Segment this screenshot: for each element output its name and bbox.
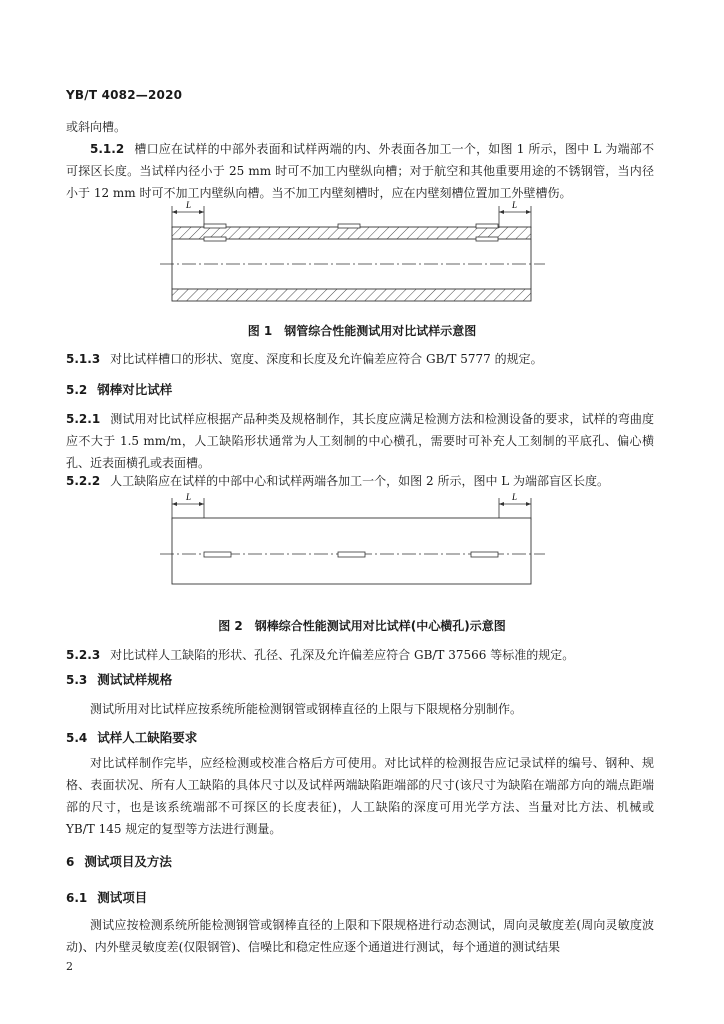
clause-number: 5.1.2 [90,142,125,156]
paragraph-text: 对比试样制作完毕，应经检测或校准合格后方可使用。对比试样的检测报告应记录试样的编号、钢种、规格、表面状况、所有人工缺陷的具体尺寸以及试样两端缺陷距端部的尺寸(该尺寸为缺陷在端部方向的端点距端部的尺寸，也是该系统端部不可探区的长度表征)，人工缺陷的深度可用光学方法、当量对比方法、机械或 YB/T 145 规定的复型等方法进行测量。 [66,756,654,836]
heading-5-4 [66,728,197,748]
l-label-right: L [512,492,518,502]
hole-middle [338,552,365,557]
notch-left-outer [204,224,226,228]
heading-6-1 [66,888,147,908]
figure-1-caption [0,322,724,339]
heading-number: 6 [66,855,75,869]
clause-number: 5.1.3 [66,352,101,366]
heading-text: 试样人工缺陷要求 [97,730,198,745]
figure-1-tube-diagram [0,200,724,320]
clause-text: 对比试样人工缺陷的形状、孔径、孔深及允许偏差应符合 GB/T 37566 等标准的规定。 [110,648,575,662]
paragraph-5-2-3 [66,644,654,666]
hole-right [471,552,498,557]
heading-text: 测试项目及方法 [84,854,172,869]
heading-number: 5.3 [66,673,88,687]
heading-text: 测试试样规格 [97,672,173,687]
clause-text: 人工缺陷应在试样的中部中心和试样两端各加工一个，如图 2 所示，图中 L 为端部盲区长度。 [110,474,610,488]
clause-text: 对比试样槽口的形状、宽度、深度和长度及允许偏差应符合 GB/T 5777 的规定。 [110,352,543,366]
l-label-left: L [186,492,192,502]
paragraph-5-2-2 [66,470,654,492]
clause-number: 5.2.1 [66,412,101,426]
paragraph-6-1 [66,914,654,958]
figure-2-bar-diagram [0,492,724,602]
caption-number: 图 1 [247,324,273,338]
paragraph-continuation: 或斜向槽。 [66,120,127,134]
paragraph-text: 测试所用对比试样应按系统所能检测钢管或钢棒直径的上限与下限规格分别制作。 [90,702,523,716]
paragraph-5-1-3 [66,348,654,370]
heading-number: 5.2 [66,383,88,397]
page-number: 2 [66,960,73,973]
heading-number: 6.1 [66,891,88,905]
l-label-left: L [186,200,192,210]
heading-text: 钢棒对比试样 [97,382,173,397]
notch-middle-outer [338,224,360,228]
l-label-right: L [512,200,518,210]
notch-right-inner [476,237,498,241]
notch-left-inner [204,237,226,241]
heading-text: 测试项目 [97,890,148,905]
tube-wall-bottom [172,289,531,301]
standard-code: YB/T 4082—2020 [66,88,183,102]
paragraph-5-2-1 [66,408,654,474]
clause-number: 5.2.3 [66,648,101,662]
clause-number: 5.2.2 [66,474,101,488]
heading-5-2 [66,380,172,400]
figure-2-caption [0,617,724,634]
notch-right-outer [476,224,498,228]
heading-5-3 [66,670,172,690]
paragraph-5-1-2 [66,138,654,204]
heading-number: 5.4 [66,731,88,745]
heading-6 [66,852,172,872]
caption-number: 图 2 [218,619,243,633]
paragraph-text: 测试应按检测系统所能检测钢管或钢棒直径的上限和下限规格进行动态测试，周向灵敏度差(周向灵敏度波动)、内外壁灵敏度差(仅限钢管)、信噪比和稳定性应逐个通道进行测试，每个通道的测试结果 [66,918,654,954]
hole-left [204,552,231,557]
clause-text: 槽口应在试样的中部外表面和试样两端的内、外表面各加工一个，如图 1 所示，图中 L 为端部不可探区长度。当试样内径小于 25 mm 时可不加工内壁纵向槽；对于航空和其他重要用途的不锈钢管，当内径小于 12 mm 时可不加工内壁纵向槽。当不加工内壁刻槽时，应在内壁刻槽位置加工外壁槽伤。 [66,142,654,200]
paragraph-5-3 [66,698,654,720]
clause-text: 测试用对比试样应根据产品种类及规格制作，其长度应满足检测方法和检测设备的要求，试样的弯曲度应不大于 1.5 mm/m，人工缺陷形状通常为人工刻制的中心横孔，需要时可补充人工刻制的平底孔、偏心横孔、近表面横孔或表面槽。 [66,412,654,470]
caption-text: 钢棒综合性能测试用对比试样(中心横孔)示意图 [254,619,506,633]
paragraph-5-4 [66,752,654,840]
bar-body [172,518,531,584]
caption-text: 钢管综合性能测试用对比试样示意图 [284,324,477,338]
